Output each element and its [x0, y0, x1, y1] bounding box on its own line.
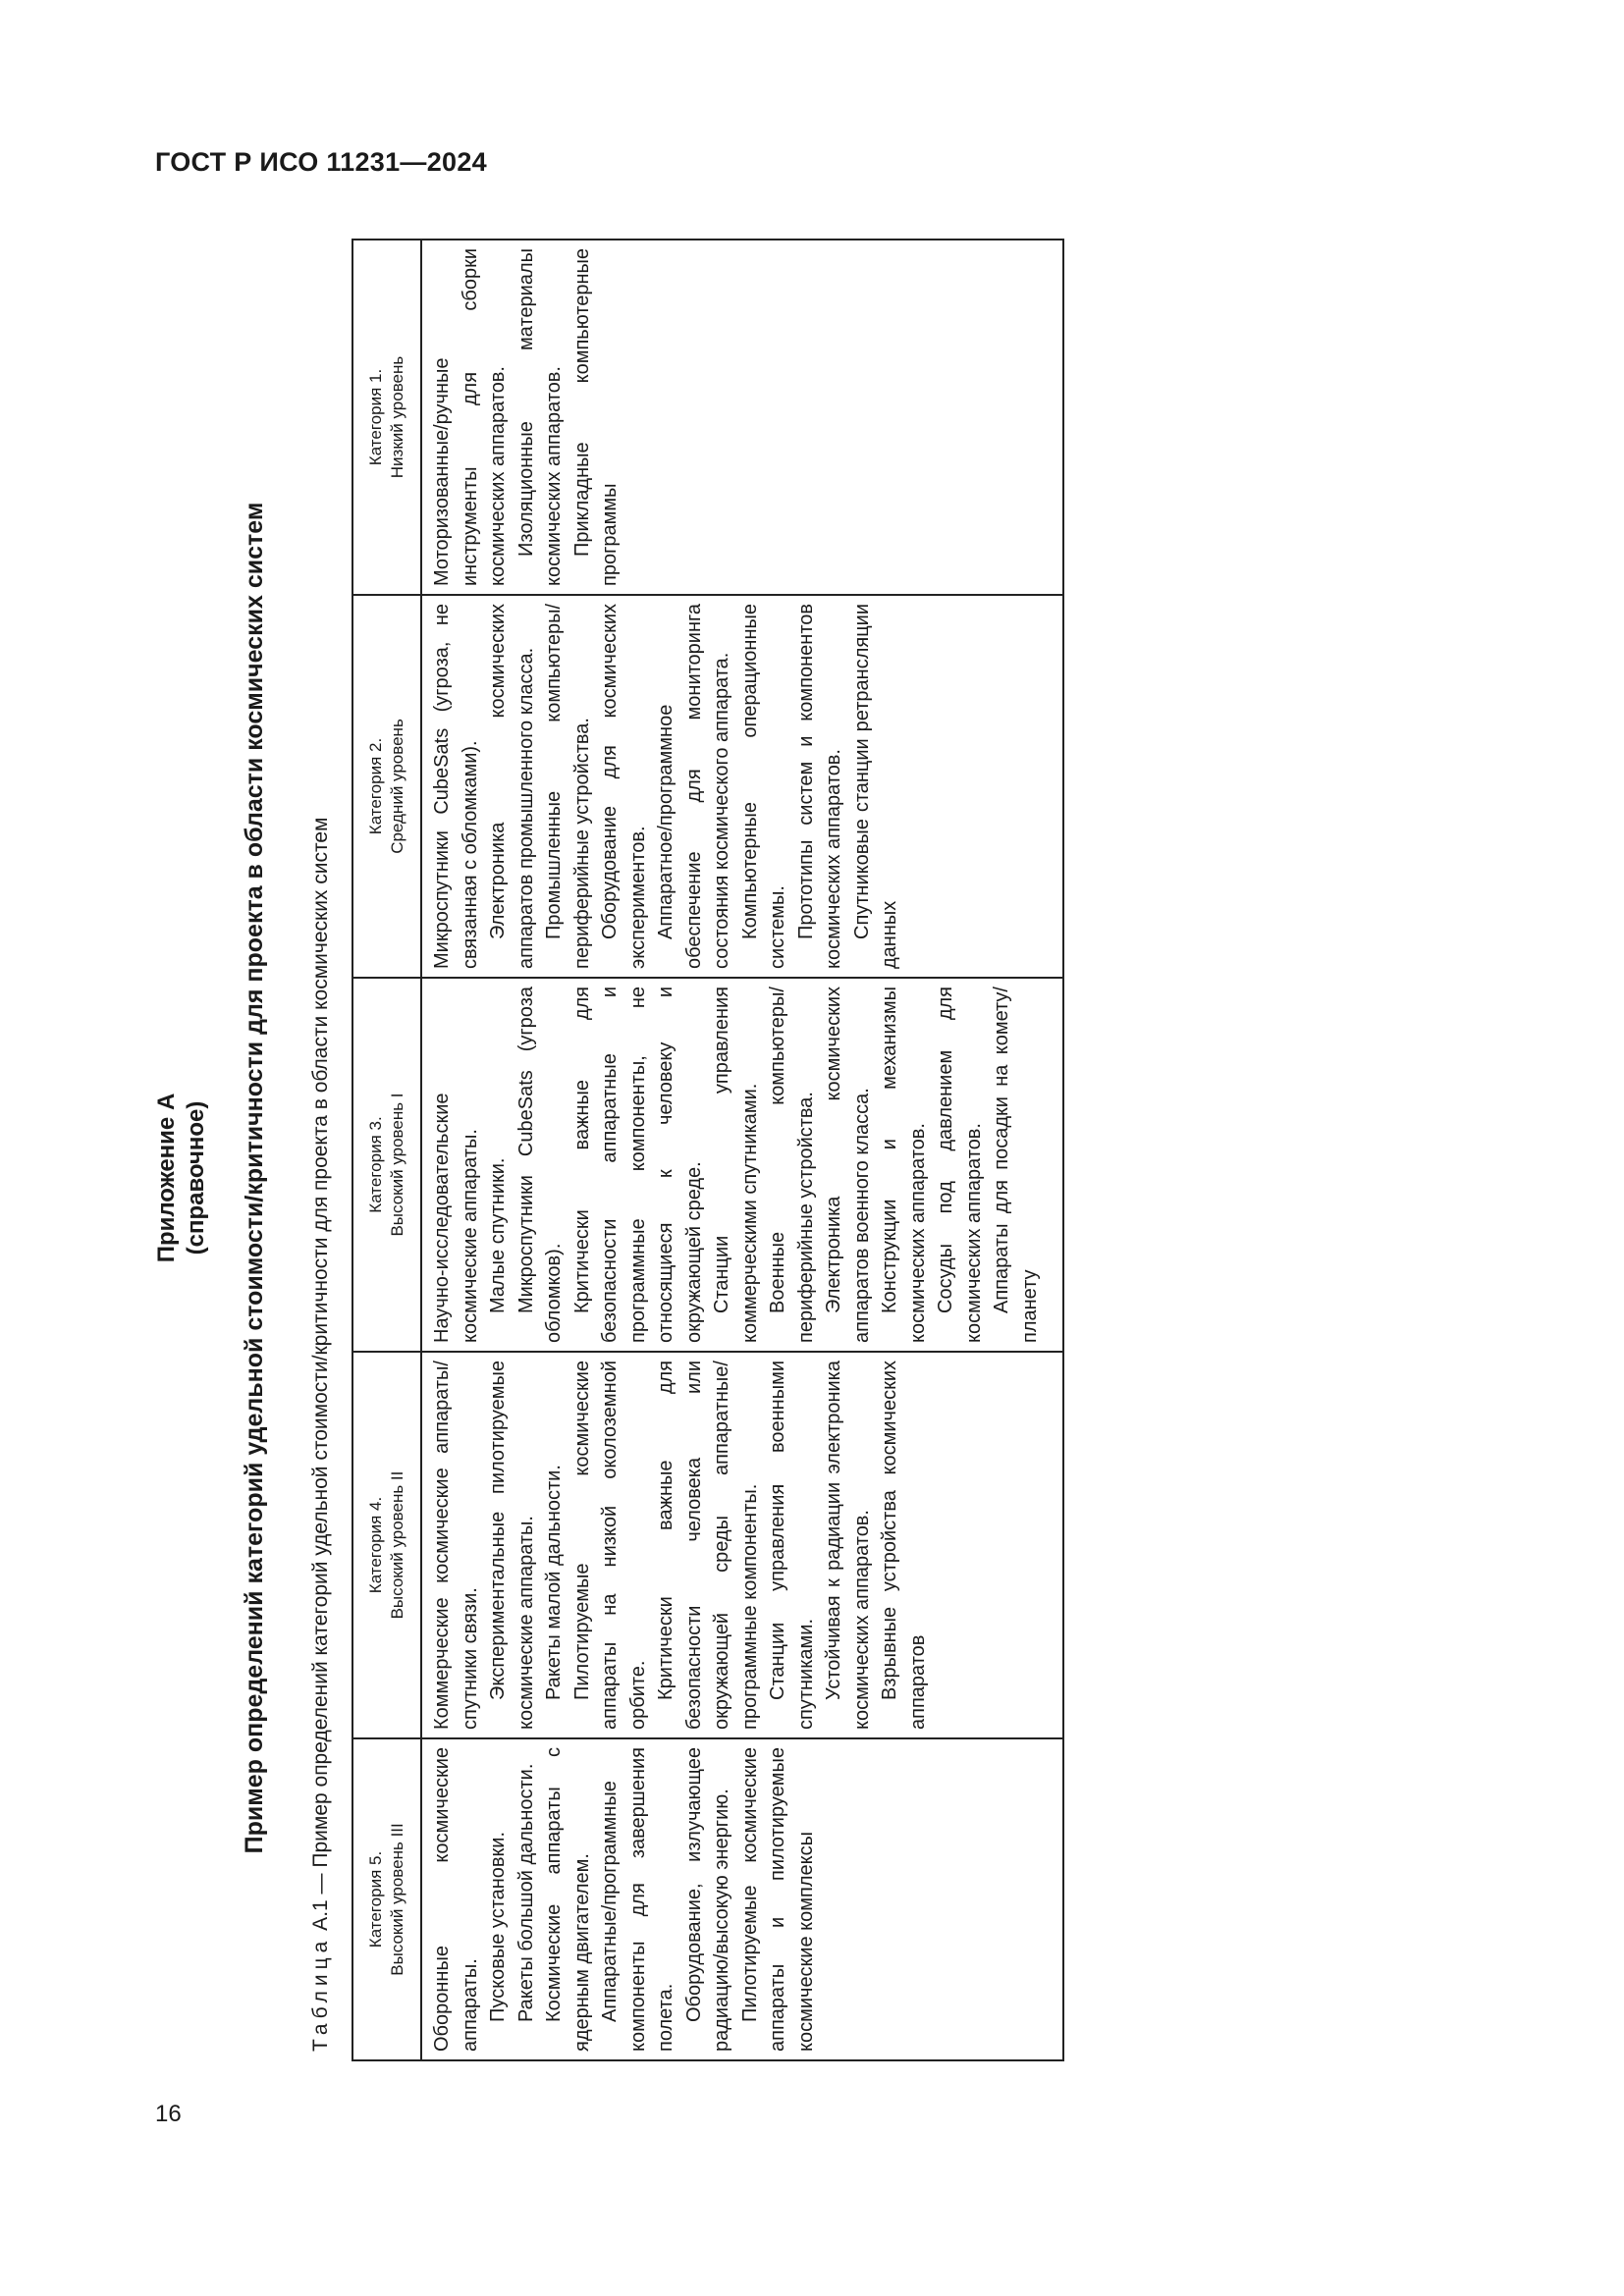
table-entry: Пилотируемые космические аппараты на низкой околоземной орбите. [570, 1361, 649, 1730]
table-cell [421, 978, 1063, 1352]
table-caption-text: А.1 — Пример определений категорий удельной стоимости/критичности для проекта в области космических систем [309, 817, 332, 1931]
table-entry: Спутниковые станции ретрансляции данных [850, 604, 900, 969]
column-label: Категория 2. [366, 737, 385, 835]
table-entry: Пусковые установки. [487, 1831, 509, 2022]
category-table [352, 239, 1064, 2061]
table-entry: Оборонные космические аппараты. [431, 1747, 481, 2052]
column-header [352, 1352, 421, 1738]
table-entry: Микроспутники CubeSats (угроза обломков). [514, 987, 565, 1343]
cell-entries [422, 596, 908, 977]
cell-entries [422, 1739, 824, 2059]
column-level: Низкий уровень [388, 355, 406, 479]
table-entry: Космические аппараты с ядерным двигателем. [543, 1747, 593, 2052]
table-entry: Критически важные для безопасности человека или окружающей среды аппаратные/программные компоненты. [655, 1361, 761, 1730]
table-entry: Коммерческие космические аппараты/спутники связи. [431, 1361, 481, 1730]
table-cell [421, 1738, 1063, 2060]
table-cell [421, 240, 1063, 595]
table-caption [309, 285, 333, 2052]
appendix-title: Приложение А [153, 1093, 180, 1263]
table-entry: Аппаратное/программное обеспечение для мониторинга состояния космического аппарата. [655, 604, 732, 969]
table-entry: Оборудование для космических экспериментов. [599, 604, 649, 969]
table-entry: Электроника космических аппаратов военного класса. [823, 987, 873, 1343]
rotated-content [152, 248, 1114, 2101]
table-entry: Электроника космических аппаратов промышленного класса. [487, 604, 537, 969]
appendix-heading [152, 255, 211, 2101]
table-entry: Моторизованные/ручные инструменты для сборки космических аппаратов. [431, 248, 509, 586]
table-entry: Пилотируемые космические аппараты и пилотируемые космические комплексы [738, 1747, 817, 2052]
page-number: 16 [155, 2101, 182, 2127]
table-entry: Аппараты для посадки на комету/планету [991, 987, 1041, 1343]
table-entry: Взрывные устройства космических аппаратов [879, 1361, 929, 1730]
table-entry: Аппаратные/программные компоненты для завершения полета. [599, 1747, 677, 2052]
column-level: Средний уровень [388, 719, 406, 854]
table-entry: Устойчивая к радиации электроника космических аппаратов. [823, 1361, 873, 1730]
table-entry: Станции управления коммерческими спутниками. [711, 987, 761, 1343]
appendix-subtitle: (справочное) [183, 1100, 209, 1255]
table-caption-prefix: Таблица [309, 1936, 332, 2052]
table-entry: Промышленные компьютеры/периферийные устройства. [543, 604, 593, 969]
table-entry: Изоляционные материалы космических аппаратов. [514, 248, 565, 586]
table-cell [421, 595, 1063, 978]
table-entry: Критически важные для безопасности аппаратные и программные компоненты, не относящиеся к человеку и окружающей среде. [570, 987, 705, 1343]
cell-entries [422, 979, 1048, 1351]
table-entry: Военные компьютеры/периферийные устройства. [767, 987, 817, 1343]
column-label: Категория 4. [366, 1496, 385, 1594]
column-level: Высокий уровень II [388, 1470, 406, 1620]
column-header [352, 1738, 421, 2060]
table-entry: Ракеты малой дальности. [543, 1465, 565, 1700]
table-entry: Станции управления военными спутниками. [767, 1361, 817, 1730]
column-level: Высокий уровень III [388, 1823, 406, 1976]
standard-id: ГОСТ Р ИСО 11231—2024 [155, 147, 487, 177]
column-label: Категория 5. [366, 1850, 385, 1949]
table-entry: Сосуды под давлением для космических аппаратов. [935, 987, 985, 1343]
table-entry: Научно-исследовательские космические аппараты. [431, 1093, 481, 1343]
table-body-row [421, 240, 1063, 2060]
column-label: Категория 1. [366, 368, 385, 466]
table-entry: Оборудование, излучающее радиацию/высокую энергию. [682, 1747, 732, 2052]
cell-entries [422, 240, 628, 594]
column-header [352, 978, 421, 1352]
main-title: Пример определений категорий удельной стоимости/критичности для проекта в области космических систем [241, 502, 268, 1854]
table-entry: Ракеты большой дальности. [514, 1763, 537, 2022]
table-entry: Микроспутники CubeSats (угроза, не связанная с обломками). [431, 604, 481, 969]
table-entry: Малые спутники. [487, 1157, 509, 1313]
column-header [352, 240, 421, 595]
table-entry: Компьютерные операционные системы. [738, 604, 788, 969]
table-entry: Экспериментальные пилотируемые космические аппараты. [487, 1361, 537, 1730]
column-level: Высокий уровень I [388, 1093, 406, 1237]
column-header [352, 595, 421, 978]
column-label: Категория 3. [366, 1116, 385, 1213]
cell-entries [422, 1353, 936, 1737]
table-entry: Прототипы систем и компонентов космических аппаратов. [794, 604, 844, 969]
table-entry: Прикладные компьютерные программы [570, 248, 621, 586]
table-cell [421, 1352, 1063, 1738]
table-entry: Конструкции и механизмы космических аппаратов. [879, 987, 929, 1343]
table-header-row [352, 240, 421, 2060]
